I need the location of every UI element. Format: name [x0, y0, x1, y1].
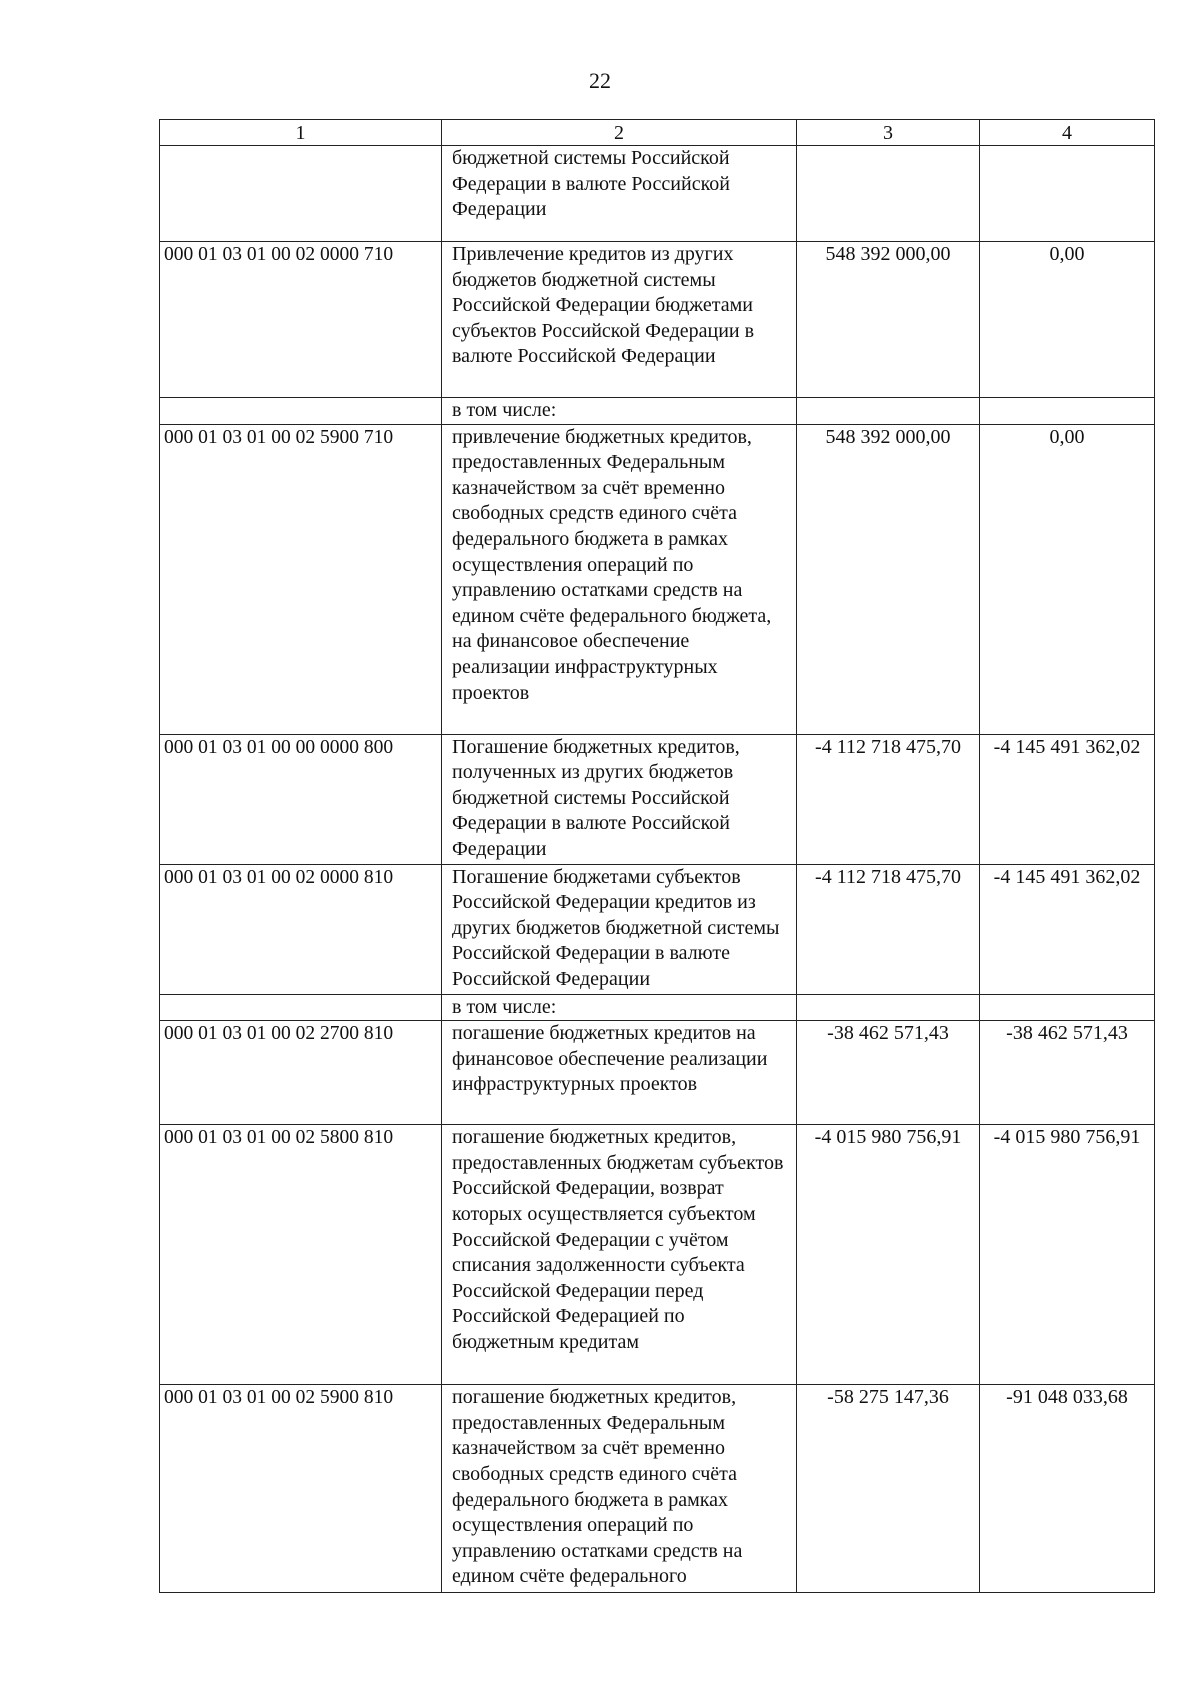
row-code	[160, 994, 442, 1021]
row-amount-col3	[797, 146, 980, 242]
row-description: в том числе:	[442, 398, 797, 425]
row-amount-col4	[980, 398, 1155, 425]
row-description: Привлечение кредитов из других бюджетов бюджетной системы Российской Федерации бюджетами субъектов Российской Федерации в валюте Российской Федерации	[442, 242, 797, 398]
row-amount-col4: -91 048 033,68	[980, 1385, 1155, 1593]
row-description: в том числе:	[442, 994, 797, 1021]
row-amount-col3: -4 015 980 756,91	[797, 1125, 980, 1385]
row-amount-col3: -58 275 147,36	[797, 1385, 980, 1593]
table-row	[160, 994, 1155, 1021]
row-amount-col4: -4 015 980 756,91	[980, 1125, 1155, 1385]
table-row	[160, 242, 1155, 398]
row-amount-col3	[797, 994, 980, 1021]
budget-sources-table	[159, 119, 1155, 1593]
table-row	[160, 398, 1155, 425]
row-amount-col3	[797, 398, 980, 425]
row-description: погашение бюджетных кредитов на финансовое обеспечение реализации инфраструктурных проектов	[442, 1021, 797, 1125]
row-amount-col3: -38 462 571,43	[797, 1021, 980, 1125]
row-amount-col4	[980, 994, 1155, 1021]
row-amount-col3: 548 392 000,00	[797, 242, 980, 398]
table-row	[160, 146, 1155, 242]
row-code: 000 01 03 01 00 02 0000 810	[160, 864, 442, 994]
row-amount-col4: -4 145 491 362,02	[980, 734, 1155, 864]
table-row	[160, 424, 1155, 734]
row-amount-col4: -38 462 571,43	[980, 1021, 1155, 1125]
row-amount-col4: -4 145 491 362,02	[980, 864, 1155, 994]
row-description: Погашение бюджетами субъектов Российской Федерации кредитов из других бюджетов бюджетной системы Российской Федерации в валюте Российской Федерации	[442, 864, 797, 994]
table-row	[160, 1125, 1155, 1385]
row-code: 000 01 03 01 00 02 5900 810	[160, 1385, 442, 1593]
row-amount-col3: -4 112 718 475,70	[797, 734, 980, 864]
row-code: 000 01 03 01 00 02 5800 810	[160, 1125, 442, 1385]
table-row	[160, 1021, 1155, 1125]
row-amount-col3: -4 112 718 475,70	[797, 864, 980, 994]
row-code: 000 01 03 01 00 02 2700 810	[160, 1021, 442, 1125]
page-number: 22	[589, 68, 611, 93]
table-row	[160, 734, 1155, 864]
table-header-row	[160, 120, 1155, 146]
row-code	[160, 146, 442, 242]
row-code: 000 01 03 01 00 02 0000 710	[160, 242, 442, 398]
column-header-4: 4	[980, 120, 1155, 146]
row-description: погашение бюджетных кредитов, предоставленных Федеральным казначейством за счёт временно свободных средств единого счёта федерального бюджета в рамках осуществления операций по управлению остатками средств на едином счёте федерального	[442, 1385, 797, 1593]
row-code	[160, 398, 442, 425]
row-amount-col3: 548 392 000,00	[797, 424, 980, 734]
row-amount-col4: 0,00	[980, 242, 1155, 398]
column-header-1: 1	[160, 120, 442, 146]
row-code: 000 01 03 01 00 00 0000 800	[160, 734, 442, 864]
row-amount-col4: 0,00	[980, 424, 1155, 734]
row-description: бюджетной системы Российской Федерации в валюте Российской Федерации	[442, 146, 797, 242]
column-header-2: 2	[442, 120, 797, 146]
row-description: погашение бюджетных кредитов, предоставленных бюджетам субъектов Российской Федерации, возврат которых осуществляется субъектом Российской Федерации с учётом списания задолженности субъекта Российской Федерации перед Российской Федерацией по бюджетным кредитам	[442, 1125, 797, 1385]
row-code: 000 01 03 01 00 02 5900 710	[160, 424, 442, 734]
row-description: привлечение бюджетных кредитов, предоставленных Федеральным казначейством за счёт временно свободных средств единого счёта федерального бюджета в рамках осуществления операций по управлению остатками средств на едином счёте федерального бюджета, на финансовое обеспечение реализации инфраструктурных проектов	[442, 424, 797, 734]
table-row	[160, 1385, 1155, 1593]
column-header-3: 3	[797, 120, 980, 146]
table-row	[160, 864, 1155, 994]
row-description: Погашение бюджетных кредитов, полученных из других бюджетов бюджетной системы Российской Федерации в валюте Российской Федерации	[442, 734, 797, 864]
row-amount-col4	[980, 146, 1155, 242]
